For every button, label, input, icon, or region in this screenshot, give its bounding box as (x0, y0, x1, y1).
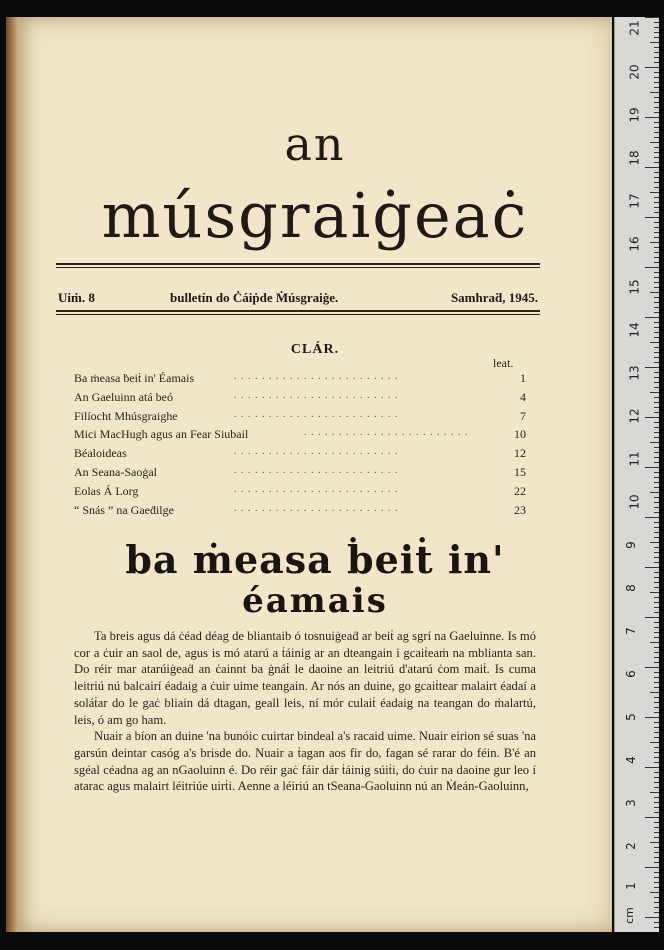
toc-item-title: Ba ṁeasa ḃeiṫ in' Éamais (74, 371, 195, 385)
ruler-tick (654, 427, 659, 428)
ruler-tick (650, 542, 659, 543)
ruler-tick (654, 22, 659, 23)
ruler-tick (654, 182, 659, 183)
ruler-number: 6 (623, 670, 638, 678)
ruler-tick (654, 657, 659, 658)
masthead-title-line2: músgraiġeaċ (101, 179, 529, 252)
ruler-number: 21 (627, 20, 642, 36)
ruler-tick (654, 712, 659, 713)
ruler-tick (645, 617, 659, 618)
ruler-tick (654, 477, 659, 478)
ruler-tick (654, 562, 659, 563)
ruler-tick (654, 152, 659, 153)
ruler-tick (650, 792, 659, 793)
ruler-tick (650, 442, 659, 443)
ruler-tick (645, 267, 659, 268)
ruler-tick (654, 697, 659, 698)
ruler-tick (654, 52, 659, 53)
ruler-tick (645, 117, 659, 118)
ruler-tick (654, 87, 659, 88)
ruler-tick (654, 387, 659, 388)
ruler-tick (654, 672, 659, 673)
ruler-tick (645, 767, 659, 768)
ruler-tick (654, 777, 659, 778)
ruler-tick (654, 32, 659, 33)
ruler-tick (645, 367, 659, 368)
ruler-tick (654, 727, 659, 728)
ruler-number: 11 (627, 451, 642, 467)
ruler-tick (654, 122, 659, 123)
ruler-tick (654, 512, 659, 513)
ruler-tick (654, 662, 659, 663)
toc-item-title: Filíocht Mhúsgraighe (74, 408, 178, 423)
issue-number: Uiṁ. 8 (58, 290, 95, 305)
ruler-tick (654, 187, 659, 188)
ruler-tick (654, 172, 659, 173)
toc-item-title: Béaloideas (74, 446, 127, 461)
contents-page-column-label: leat. (493, 356, 514, 370)
ruler-tick (654, 487, 659, 488)
ruler-tick (645, 417, 659, 418)
ruler-tick (654, 772, 659, 773)
ruler-tick (654, 132, 659, 133)
ruler-tick (654, 577, 659, 578)
ruler-tick (654, 812, 659, 813)
toc-item-page: 23 (514, 502, 526, 517)
ruler-tick (650, 292, 659, 293)
ruler-tick (654, 62, 659, 63)
toc-leader: . . . . . . . . . . . . . . . . . . . . . . . . (234, 464, 399, 476)
ruler-tick (650, 342, 659, 343)
ruler-tick (654, 707, 659, 708)
toc-item-page: 12 (514, 446, 526, 461)
measurement-ruler (614, 17, 659, 932)
ruler-tick (654, 732, 659, 733)
ruler-tick (654, 687, 659, 688)
ruler-number: 2 (623, 842, 638, 850)
toc-item (74, 465, 526, 484)
ruler-tick (654, 82, 659, 83)
ruler-tick (654, 212, 659, 213)
header-rule-bottom-thin (56, 314, 540, 315)
ruler-tick (654, 922, 659, 923)
ruler-tick (650, 42, 659, 43)
ruler-tick (645, 167, 659, 168)
ruler-tick (654, 282, 659, 283)
ruler-number: 15 (627, 279, 642, 295)
ruler-number: 5 (623, 713, 638, 721)
toc-item-page: 15 (514, 464, 526, 479)
ruler-tick (654, 407, 659, 408)
header-rule-top-thin (56, 267, 540, 268)
ruler-number: 7 (623, 627, 638, 635)
ruler-tick (645, 567, 659, 568)
ruler-tick (654, 852, 659, 853)
ruler-tick (654, 572, 659, 573)
ruler-tick (654, 607, 659, 608)
toc-item-page: 22 (514, 483, 526, 498)
ruler-tick (654, 97, 659, 98)
ruler-tick (654, 347, 659, 348)
ruler-tick (654, 297, 659, 298)
article-body (74, 628, 536, 795)
ruler-tick (654, 622, 659, 623)
toc-item-title: Eolas Á Lorg (74, 483, 139, 498)
ruler-tick (654, 827, 659, 828)
ruler-tick (654, 862, 659, 863)
ruler-tick (654, 532, 659, 533)
ruler-tick (654, 702, 659, 703)
ruler-number: 3 (623, 799, 638, 807)
ruler-tick (654, 237, 659, 238)
ruler-tick (654, 582, 659, 583)
article-title-line1: ba ṁeasa ḃeiṫ in' (125, 537, 505, 582)
ruler-tick (654, 107, 659, 108)
ruler-tick (654, 762, 659, 763)
ruler-tick (654, 302, 659, 303)
ruler-tick (654, 412, 659, 413)
ruler-tick (654, 902, 659, 903)
article-paragraph: Nuair a bíon an duine 'na bunóic cuirtar bindeal a's racaid uime. Nuair eirion sé suas 'na garsún deintar casóg a's brisde do. Nuair a ṫagan aos fir do, fagan sé rarar do féin. B'é an sgéal céadna ag an nGaoluinn é. Do réir gaċ fáir dár ṫáinig súiṫi, do ċuir na daoine gur leo í atarac agus malairt léitriúe uirṫi. Aenne a léiriú an tSeana-Gaoluinn nú an Ṁeán-Gaoluinn, (74, 729, 536, 794)
ruler-tick (654, 682, 659, 683)
toc-item-page: 1 (520, 371, 526, 385)
ruler-number: 17 (627, 193, 642, 209)
toc-item (74, 503, 526, 522)
ruler-tick (654, 397, 659, 398)
toc-item (74, 484, 526, 503)
ruler-tick (654, 47, 659, 48)
ruler-number: 9 (623, 541, 638, 549)
ruler-tick (654, 432, 659, 433)
toc-item-title: “ Snás ” na Gaeḋilge (74, 502, 174, 517)
ruler-tick (654, 287, 659, 288)
ruler-tick (645, 667, 659, 668)
ruler-tick (654, 377, 659, 378)
ruler-tick (645, 517, 659, 518)
ruler-unit: cm (622, 907, 636, 924)
ruler-tick (650, 642, 659, 643)
ruler-tick (654, 857, 659, 858)
ruler-tick (654, 497, 659, 498)
toc-leader: . . . . . . . . . . . . . . . . . . . . . . . . (234, 408, 399, 420)
ruler-tick (654, 72, 659, 73)
ruler-tick (654, 527, 659, 528)
ruler-tick (654, 822, 659, 823)
toc-leader: . . . . . . . . . . . . . . . . . . . . . . . . (234, 389, 399, 401)
ruler-tick (650, 742, 659, 743)
ruler-tick (654, 802, 659, 803)
ruler-tick (654, 597, 659, 598)
bulletin-name: bulletín do Ċáiṗde Ṁúsgraiġe. (170, 290, 339, 305)
ruler-tick (654, 482, 659, 483)
issue-date: Samhraḋ, 1945. (450, 290, 538, 305)
ruler-tick (654, 222, 659, 223)
contents-heading: CLÁR. (290, 342, 340, 357)
ruler-tick (654, 307, 659, 308)
ruler-number: 19 (627, 107, 642, 123)
ruler-tick (650, 592, 659, 593)
ruler-tick (654, 637, 659, 638)
ruler-tick (654, 202, 659, 203)
ruler-tick (650, 142, 659, 143)
ruler-tick (654, 447, 659, 448)
toc-leader: . . . . . . . . . . . . . . . . . . . . . . . . (234, 446, 399, 458)
ruler-tick (654, 422, 659, 423)
ruler-tick (654, 552, 659, 553)
ruler-number: 13 (627, 365, 642, 381)
ruler-tick (645, 467, 659, 468)
ruler-tick (654, 37, 659, 38)
ruler-tick (654, 507, 659, 508)
ruler-tick (654, 737, 659, 738)
ruler-tick (650, 242, 659, 243)
ruler-tick (654, 872, 659, 873)
header-rule-bottom (56, 310, 540, 312)
ruler-tick (654, 522, 659, 523)
ruler-tick (650, 692, 659, 693)
ruler-tick (654, 157, 659, 158)
ruler-tick (654, 312, 659, 313)
ruler-tick (654, 612, 659, 613)
ruler-tick (654, 677, 659, 678)
ruler-number: 18 (627, 150, 642, 166)
ruler-tick (654, 627, 659, 628)
ruler-tick (654, 747, 659, 748)
toc-leader: . . . . . . . . . . . . . . . . . . . . . . . . (304, 427, 469, 439)
toc-item-page: 4 (520, 389, 526, 404)
ruler-tick (654, 882, 659, 883)
ruler-tick (650, 392, 659, 393)
ruler-tick (654, 357, 659, 358)
toc-item-title: An Gaeluinn atá beó (74, 389, 173, 404)
ruler-tick (654, 252, 659, 253)
ruler-tick (654, 322, 659, 323)
ruler-tick (654, 402, 659, 403)
ruler-tick (654, 27, 659, 28)
toc-item (74, 390, 526, 409)
ruler-tick (654, 272, 659, 273)
ruler-tick (654, 587, 659, 588)
ruler-tick (654, 197, 659, 198)
table-of-contents (74, 371, 526, 521)
ruler-tick (654, 352, 659, 353)
ruler-tick (654, 472, 659, 473)
ruler-tick (654, 57, 659, 58)
ruler-tick (654, 277, 659, 278)
ruler-tick (654, 257, 659, 258)
toc-item (74, 427, 526, 446)
ruler-tick (650, 492, 659, 493)
ruler-tick (654, 757, 659, 758)
toc-item-page: 10 (514, 427, 526, 442)
ruler-tick (654, 557, 659, 558)
ruler-tick (654, 327, 659, 328)
ruler-tick (654, 722, 659, 723)
ruler-tick (654, 877, 659, 878)
ruler-number: 1 (623, 882, 638, 890)
ruler-tick (654, 227, 659, 228)
ruler-tick (654, 77, 659, 78)
ruler-tick (654, 652, 659, 653)
toc-item (74, 371, 526, 390)
ruler-number: 8 (623, 584, 638, 592)
ruler-tick (645, 17, 659, 18)
ruler-tick (650, 192, 659, 193)
ruler-tick (654, 782, 659, 783)
ruler-tick (650, 842, 659, 843)
ruler-tick (654, 207, 659, 208)
header-rule-top (56, 263, 540, 265)
ruler-tick (645, 817, 659, 818)
ruler-tick (654, 457, 659, 458)
ruler-tick (654, 807, 659, 808)
ruler-tick (654, 362, 659, 363)
ruler-tick (654, 907, 659, 908)
ruler-tick (645, 917, 659, 918)
ruler-number: 14 (627, 322, 642, 338)
ruler-tick (654, 602, 659, 603)
ruler-tick (645, 717, 659, 718)
document-page (18, 17, 612, 932)
ruler-tick (654, 147, 659, 148)
ruler-tick (654, 452, 659, 453)
ruler-tick (654, 162, 659, 163)
toc-item-title: Mici MacHugh agus an Fear Siubail (74, 427, 249, 442)
ruler-tick (654, 847, 659, 848)
ruler-tick (654, 112, 659, 113)
ruler-tick (654, 547, 659, 548)
ruler-tick (654, 382, 659, 383)
article-title-line2: éamais (242, 581, 388, 621)
ruler-number: 4 (623, 756, 638, 764)
ruler-tick (650, 92, 659, 93)
masthead-title-line1: an (284, 117, 346, 171)
ruler-tick (654, 102, 659, 103)
ruler-tick (654, 897, 659, 898)
ruler-tick (654, 337, 659, 338)
ruler-number: 20 (627, 64, 642, 80)
ruler-tick (654, 912, 659, 913)
ruler-tick (654, 437, 659, 438)
ruler-tick (654, 127, 659, 128)
ruler-tick (654, 262, 659, 263)
toc-item (74, 409, 526, 428)
ruler-tick (645, 67, 659, 68)
ruler-tick (645, 217, 659, 218)
ruler-number: 16 (627, 236, 642, 252)
ruler-tick (654, 332, 659, 333)
toc-leader: . . . . . . . . . . . . . . . . . . . . . . . . (234, 371, 399, 382)
ruler-tick (654, 647, 659, 648)
ruler-tick (654, 372, 659, 373)
ruler-tick (645, 317, 659, 318)
article-paragraph: Ta breis agus dá ċéad déag de bliantaib ó tosnuiġeaḋ ar beiṫ ag sgrí na Gaeluinne. Is mó cor a ċuir an saol de, agus is mó atarú a ṫáinig ar an dteangain i gcaiṫeaṁ na mblianta san. Do réir mar atarúiġeaḋ an ċainnt ba ġnáṫ le daoine an leitriú d'atarú ċom maiṫ. Is cuma leitriú nú balcairí éadaig a ċuir uime teangain. Ar nós an duine, go gcaiṫtear malairt éadaí a soláṫar do le gaċ bliain dá dtagan, geall leis, ní mór culaiṫ éadaig na teangan do ṁalartú, leis, ó am go ham. (74, 629, 536, 727)
ruler-tick (654, 137, 659, 138)
ruler-number: 10 (627, 494, 642, 510)
ruler-tick (654, 632, 659, 633)
ruler-tick (654, 797, 659, 798)
ruler-number: 12 (627, 408, 642, 424)
ruler-tick (654, 177, 659, 178)
ruler-tick (654, 502, 659, 503)
ruler-tick (654, 887, 659, 888)
ruler-tick (654, 787, 659, 788)
ruler-tick (654, 247, 659, 248)
ruler-tick (654, 462, 659, 463)
toc-leader: . . . . . . . . . . . . . . . . . . . . . . . . (234, 502, 399, 514)
ruler-tick (654, 752, 659, 753)
ruler-tick (654, 232, 659, 233)
ruler-tick (654, 832, 659, 833)
ruler-tick (645, 867, 659, 868)
toc-item-title: An Seana-Saoġal (74, 464, 157, 479)
ruler-tick (654, 537, 659, 538)
toc-item-page: 7 (520, 408, 526, 423)
ruler-tick (650, 892, 659, 893)
ruler-tick (654, 837, 659, 838)
ruler-tick (654, 927, 659, 928)
toc-item (74, 446, 526, 465)
toc-leader: . . . . . . . . . . . . . . . . . . . . . . . . (234, 483, 399, 495)
